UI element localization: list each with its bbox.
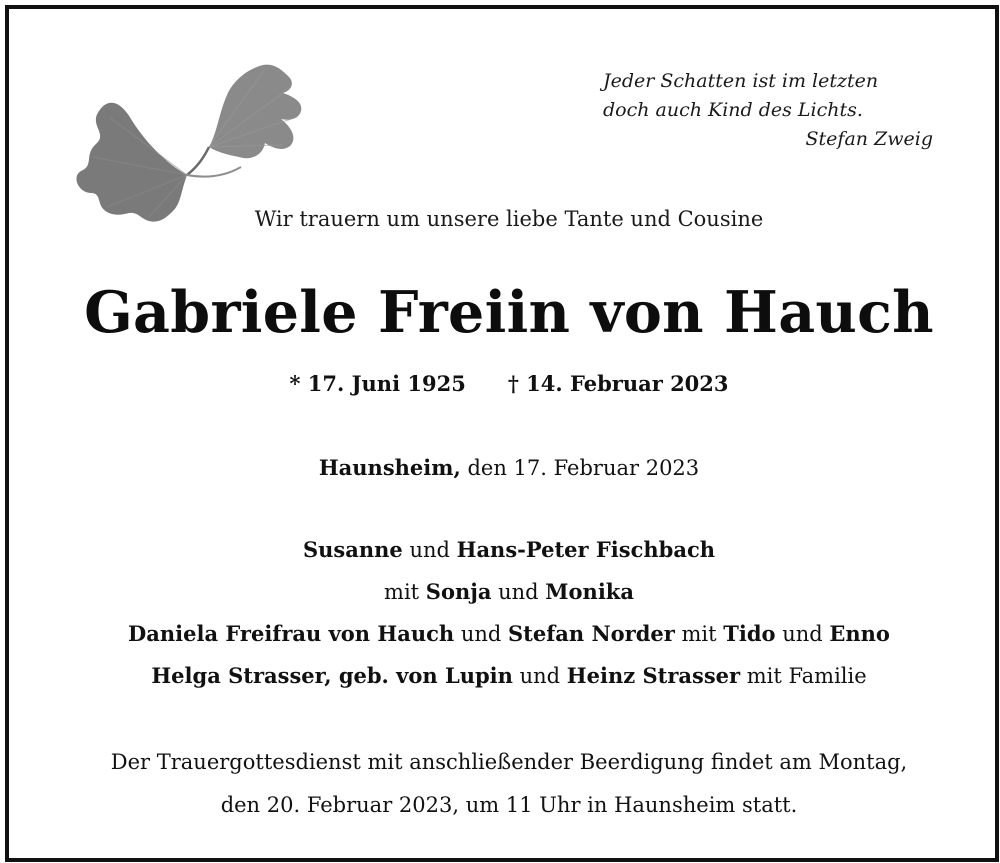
service-line-1: Der Trauergottesdienst mit anschließender Beerdigung findet am Montag,	[110, 750, 908, 774]
place-date: den 17. Februar 2023	[460, 456, 700, 480]
service-line-2: den 20. Februar 2023, um 11 Uhr in Haunsheim statt.	[220, 793, 798, 817]
mourner-connector: mit Familie	[740, 664, 867, 688]
life-dates	[9, 371, 1000, 396]
quote-line-2: doch auch Kind des Lichts.	[603, 99, 863, 121]
mourner-name: Monika	[545, 579, 634, 604]
mourner-row	[9, 655, 1000, 697]
mourner-name: Hans-Peter Fischbach	[456, 537, 715, 562]
mourner-connector: und	[775, 622, 830, 646]
mourner-name: Sonja	[425, 579, 492, 604]
mourner-row	[9, 571, 1000, 613]
mourner-connector: und	[491, 580, 546, 604]
mourner-name: Stefan Norder	[508, 621, 675, 646]
birth-date: * 17. Juni 1925	[289, 371, 466, 396]
mourner-row	[9, 529, 1000, 571]
mourner-name: Helga Strasser, geb. von Lupin	[151, 663, 513, 688]
mourner-connector: und	[454, 622, 508, 646]
quote-block	[603, 67, 933, 154]
mourner-connector: und	[402, 538, 457, 562]
mourner-connector: mit	[674, 622, 724, 646]
deceased-name: Gabriele Freiin von Hauch	[84, 279, 934, 346]
quote-author: Stefan Zweig	[805, 128, 933, 150]
mourner-name: Tido	[723, 621, 776, 646]
mourner-connector: mit	[384, 580, 426, 604]
mourner-name: Susanne	[303, 537, 403, 562]
service-notice	[9, 741, 1000, 827]
mourner-connector: und	[512, 664, 567, 688]
mourner-name: Heinz Strasser	[566, 663, 741, 688]
mourners-list	[9, 529, 1000, 697]
obituary-frame	[5, 5, 999, 862]
place-town: Haunsheim,	[318, 455, 461, 480]
place-date-line	[9, 455, 1000, 480]
quote-line-1: Jeder Schatten ist im letzten	[603, 70, 879, 92]
mourner-row	[9, 613, 1000, 655]
death-date: † 14. Februar 2023	[507, 371, 729, 396]
mourner-name: Enno	[829, 621, 890, 646]
mourner-name: Daniela Freifrau von Hauch	[128, 621, 455, 646]
intro-text: Wir trauern um unsere liebe Tante und Cousine	[254, 207, 764, 231]
